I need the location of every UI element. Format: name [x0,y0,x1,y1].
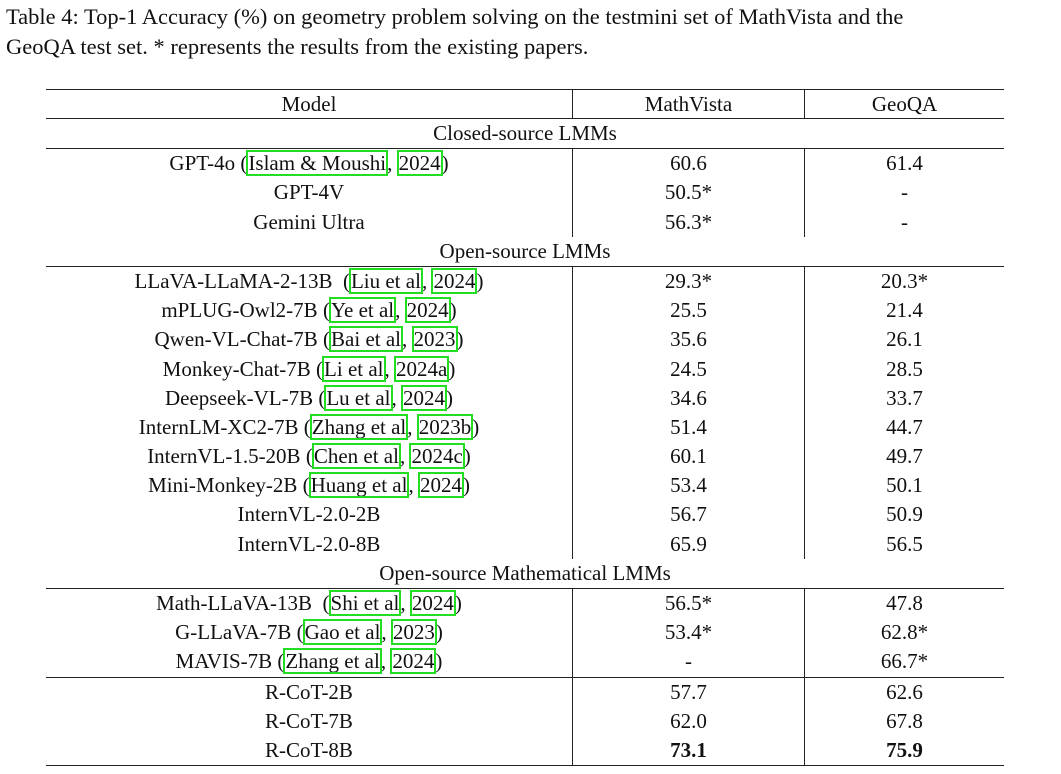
citation-year-link[interactable]: 2024 [433,268,476,293]
model-name: R-CoT-8B [265,737,353,762]
model-cell: MAVIS-7B (Zhang et al, 2024) [46,647,573,676]
model-cell [46,736,573,765]
mathvista-cell: 57.7 [573,678,805,707]
citation-year-link[interactable]: 2024 [398,151,441,176]
model-name: mPLUG-Owl2-7B [161,298,318,323]
table-row [46,208,1004,237]
model-cell: Math-LLaVA-13B (Shi et al, 2024) [46,589,573,618]
table-caption [6,2,1058,62]
model-name: LLaVA-LLaMA-2-13B [134,268,338,293]
model-name: InternVL-2.0-8B [237,531,381,556]
citation-year-link[interactable]: 2024 [406,298,449,323]
table-row [46,736,1004,765]
mathvista-cell: 73.1 [573,736,805,765]
geoqa-cell: 75.9 [886,737,923,762]
citation-author-link[interactable]: Lu et al [326,385,391,410]
citation-year-link[interactable]: 2023b [418,414,472,439]
geoqa-cell: 33.7 [886,385,923,410]
citation-author-link[interactable]: Bai et al [331,327,402,352]
model-cell: InternLM-XC2-7B (Zhang et al, 2023b) [46,413,573,442]
mathvista-cell: 62.0 [573,707,805,736]
section-header [46,559,1004,589]
mathvista-cell: 65.9 [573,530,805,559]
model-cell: InternVL-1.5-20B (Chen et al, 2024c) [46,442,573,471]
header-geoqa: GeoQA [871,92,938,116]
geoqa-cell: 26.1 [886,327,923,352]
geoqa-cell: 21.4 [886,298,923,323]
table-row [46,500,1004,529]
table-row [46,296,1004,325]
results-table [46,89,1004,766]
table-row [46,442,1004,471]
mathvista-cell: - [573,647,805,676]
mathvista-cell: 24.5 [573,355,805,384]
geoqa-cell: 67.8 [886,708,923,733]
model-cell [46,178,573,207]
citation-author-link[interactable]: Ye et al [330,298,395,323]
table-row [46,325,1004,354]
mathvista-cell: 60.6 [573,149,805,178]
citation-year-link[interactable]: 2023 [413,327,456,352]
table-row [46,707,1004,736]
citation-year-link[interactable]: 2024a [396,356,448,381]
table-row [46,647,1004,676]
model-cell: LLaVA-LLaMA-2-13B (Liu et al, 2024) [46,267,573,296]
citation-year-link[interactable]: 2023 [392,620,435,645]
geoqa-cell: 62.8* [880,620,929,645]
mathvista-cell: 29.3* [573,267,805,296]
model-name: G-LLaVA-7B [175,620,292,645]
model-name: InternVL-1.5-20B [147,444,301,469]
mathvista-cell: 56.3* [573,208,805,237]
model-name: R-CoT-2B [265,679,353,704]
model-cell: Monkey-Chat-7B (Li et al, 2024a) [46,355,573,384]
geoqa-cell: 50.9 [886,502,923,527]
mathvista-cell: 56.5* [573,589,805,618]
section-header [46,119,1004,149]
geoqa-cell: 50.1 [886,473,923,498]
section-title: Closed-source LMMs [433,121,617,145]
citation-year-link[interactable]: 2024 [392,649,435,674]
model-cell [46,530,573,559]
model-cell: mPLUG-Owl2-7B (Ye et al, 2024) [46,296,573,325]
model-cell: Mini-Monkey-2B (Huang et al, 2024) [46,471,573,500]
citation-author-link[interactable]: Li et al [324,356,384,381]
citation-author-link[interactable]: Liu et al [350,268,421,293]
geoqa-cell: 44.7 [886,414,923,439]
mathvista-cell: 56.7 [573,500,805,529]
model-name: Deepseek-VL-7B [165,385,314,410]
geoqa-cell: 56.5 [886,531,923,556]
model-name: MAVIS-7B [175,649,273,674]
table-row [46,589,1004,618]
model-cell [46,707,573,736]
model-name: Qwen-VL-Chat-7B [154,327,318,352]
mathvista-cell: 25.5 [573,296,805,325]
section-header [46,237,1004,267]
geoqa-cell: 20.3* [880,268,929,293]
table-row [46,618,1004,647]
caption-line-2: GeoQA test set. * represents the results from the existing papers. [6,34,589,59]
geoqa-cell: - [901,209,908,234]
mathvista-cell: 51.4 [573,413,805,442]
citation-author-link[interactable]: Gao et al [304,620,381,645]
table-row [46,384,1004,413]
model-name: Gemini Ultra [253,209,365,234]
geoqa-cell: - [901,180,908,205]
table-row [46,355,1004,384]
mathvista-cell: 35.6 [573,325,805,354]
model-cell: GPT-4o (Islam & Moushi, 2024) [46,149,573,178]
mathvista-cell: 34.6 [573,384,805,413]
section-title: Open-source Mathematical LMMs [379,560,671,585]
citation-author-link[interactable]: Zhang et al [285,649,380,674]
model-name: InternVL-2.0-2B [237,502,381,527]
mathvista-cell: 60.1 [573,442,805,471]
citation-author-link[interactable]: Islam & Moushi [248,151,387,176]
geoqa-cell: 61.4 [886,151,923,176]
mathvista-cell: 53.4* [573,618,805,647]
model-name: Monkey-Chat-7B [162,356,311,381]
table-row [46,149,1004,178]
model-cell: Qwen-VL-Chat-7B (Bai et al, 2023) [46,325,573,354]
table-row [46,178,1004,207]
geoqa-cell: 62.6 [886,679,923,704]
model-cell [46,500,573,529]
citation-author-link[interactable]: Shi et al [330,591,400,615]
model-name: R-CoT-7B [265,708,353,733]
geoqa-cell: 49.7 [886,444,923,469]
table-row [46,677,1004,707]
citation-author-link[interactable]: Huang et al [310,473,408,498]
citation-year-link[interactable]: 2024 [419,473,462,498]
citation-author-link[interactable]: Zhang et al [311,414,407,439]
citation-author-link[interactable]: Chen et al [313,444,399,469]
model-name: Math-LLaVA-13B [156,591,318,615]
model-cell [46,678,573,707]
model-cell [46,208,573,237]
section-title: Open-source LMMs [439,238,611,263]
geoqa-cell: 47.8 [886,591,923,615]
citation-year-link[interactable]: 2024c [411,444,463,469]
model-name: Mini-Monkey-2B [148,473,298,498]
citation-year-link[interactable]: 2024 [411,591,454,615]
geoqa-cell: 28.5 [886,356,923,381]
table-row [46,530,1004,559]
mathvista-cell: 50.5* [573,178,805,207]
model-cell: G-LLaVA-7B (Gao et al, 2023) [46,618,573,647]
model-name: InternLM-XC2-7B [138,414,299,439]
table-row [46,471,1004,500]
table-row [46,267,1004,296]
geoqa-cell: 66.7* [880,649,929,674]
model-name: GPT-4V [273,180,345,205]
table-row [46,413,1004,442]
header-mathvista: MathVista [573,90,805,118]
model-cell: Deepseek-VL-7B (Lu et al, 2024) [46,384,573,413]
table-header-row [46,90,1004,119]
model-name: GPT-4o [169,151,236,176]
header-model: Model [46,90,573,118]
citation-year-link[interactable]: 2024 [403,385,445,410]
mathvista-cell: 53.4 [573,471,805,500]
caption-line-1: Table 4: Top-1 Accuracy (%) on geometry problem solving on the testmini set of MathVista and the [6,4,904,29]
